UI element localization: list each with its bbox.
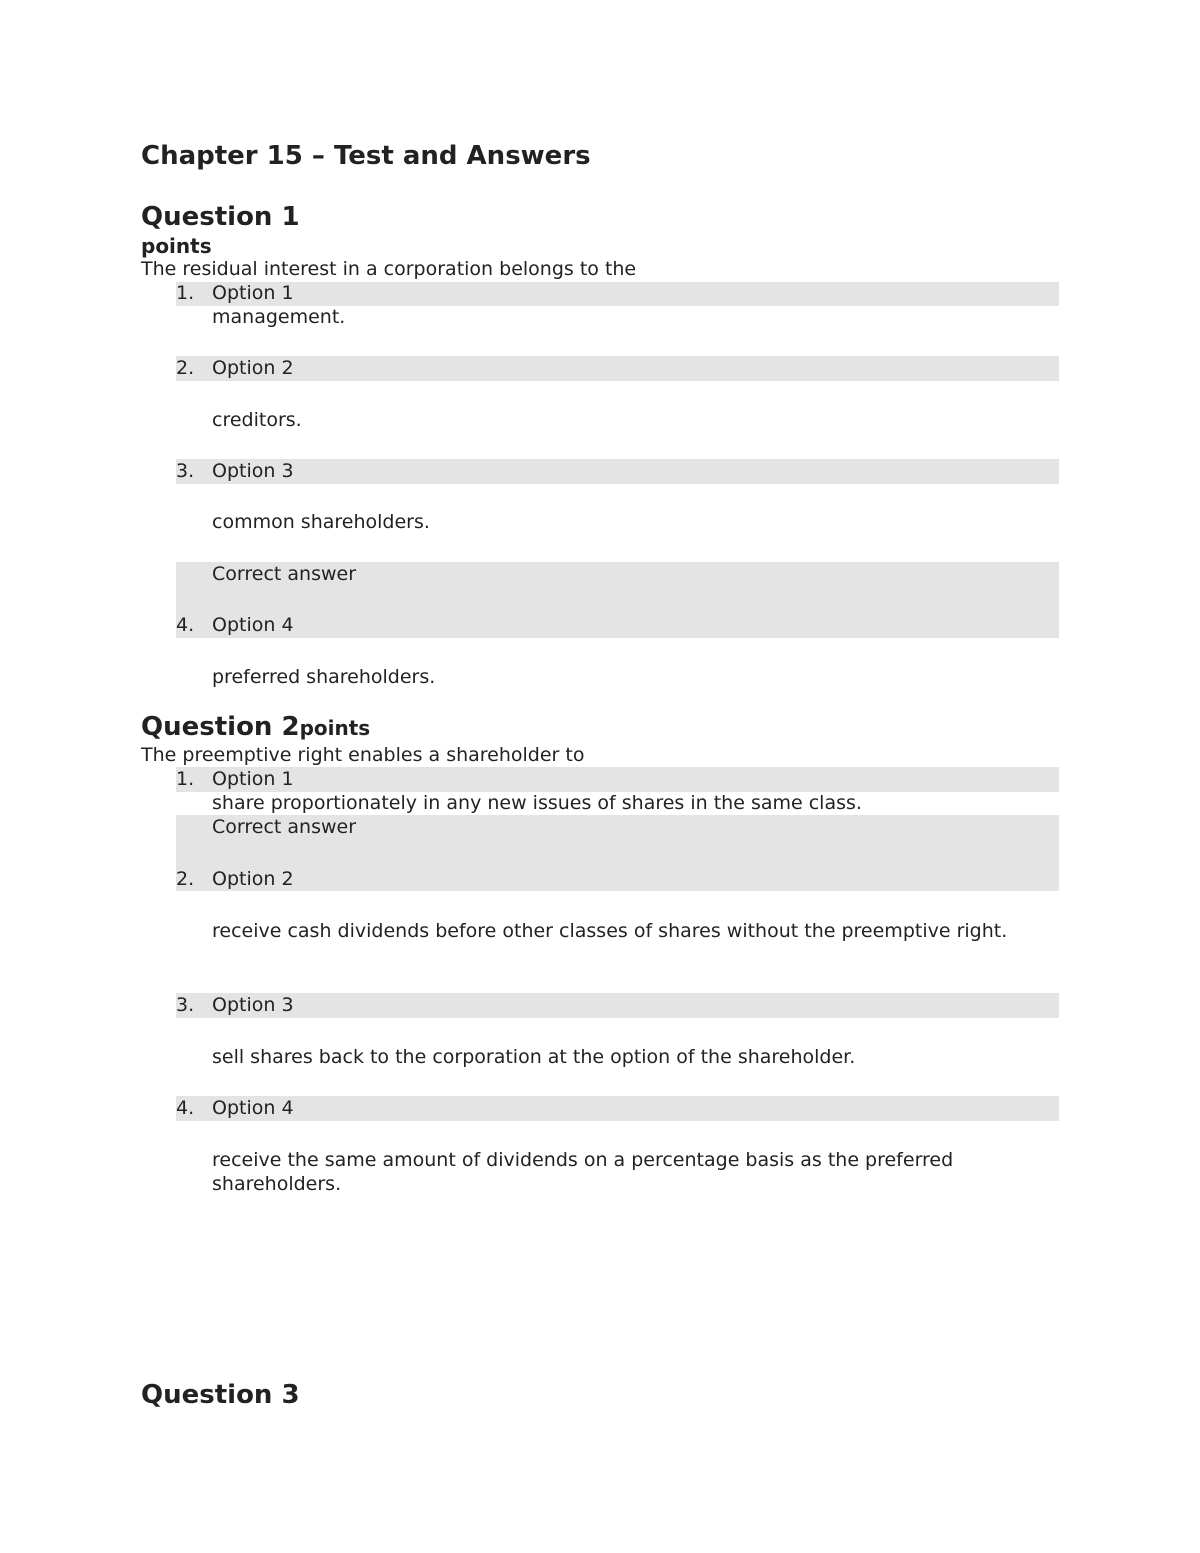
page-title: Chapter 15 – Test and Answers [141, 141, 591, 171]
question-3-title: Question 3 [141, 1380, 300, 1410]
option-number: 3. [176, 994, 195, 1016]
option-label[interactable]: Option 3 [212, 994, 294, 1016]
option-text: receive the same amount of dividends on a percentage basis as the preferred shareholders. [212, 1149, 954, 1195]
option-text: management. [212, 306, 346, 328]
question-1-title: Question 1 [141, 202, 300, 232]
question-2-heading [141, 712, 370, 742]
option-text: common shareholders. [212, 511, 430, 533]
option-label[interactable]: Option 2 [212, 357, 294, 379]
correct-answer-label: Correct answer [212, 816, 357, 838]
option-label[interactable]: Option 1 [212, 768, 294, 790]
option-header-bar [176, 993, 1059, 1018]
option-label[interactable]: Option 4 [212, 614, 294, 636]
option-label[interactable]: Option 1 [212, 282, 294, 304]
option-number: 2. [176, 357, 195, 379]
option-header-bar [176, 1096, 1059, 1121]
option-number: 1. [176, 768, 195, 790]
option-label[interactable]: Option 4 [212, 1097, 294, 1119]
option-text: sell shares back to the corporation at the option of the shareholder. [212, 1046, 856, 1068]
option-number: 4. [176, 1097, 195, 1119]
option-number: 3. [176, 460, 195, 482]
option-text: share proportionately in any new issues of shares in the same class. [212, 792, 862, 814]
correct-answer-label: Correct answer [212, 563, 357, 585]
question-2-prompt: The preemptive right enables a shareholder to [141, 744, 585, 766]
option-header-bar [176, 459, 1059, 484]
option-number: 4. [176, 614, 195, 636]
option-text: preferred shareholders. [212, 666, 436, 688]
option-label[interactable]: Option 2 [212, 868, 294, 890]
option-text: creditors. [212, 409, 302, 431]
option-header-bar [176, 282, 1059, 306]
question-1-prompt: The residual interest in a corporation belongs to the [141, 258, 637, 280]
option-text: receive cash dividends before other classes of shares without the preemptive right. [212, 920, 1008, 942]
option-header-bar [176, 767, 1059, 792]
option-label[interactable]: Option 3 [212, 460, 294, 482]
question-1-points: points [141, 234, 212, 258]
option-number: 2. [176, 868, 195, 890]
option-header-bar [176, 356, 1059, 381]
question-2-title: Question 2 [141, 712, 300, 742]
option-number: 1. [176, 282, 195, 304]
question-2-points: points [299, 716, 371, 740]
